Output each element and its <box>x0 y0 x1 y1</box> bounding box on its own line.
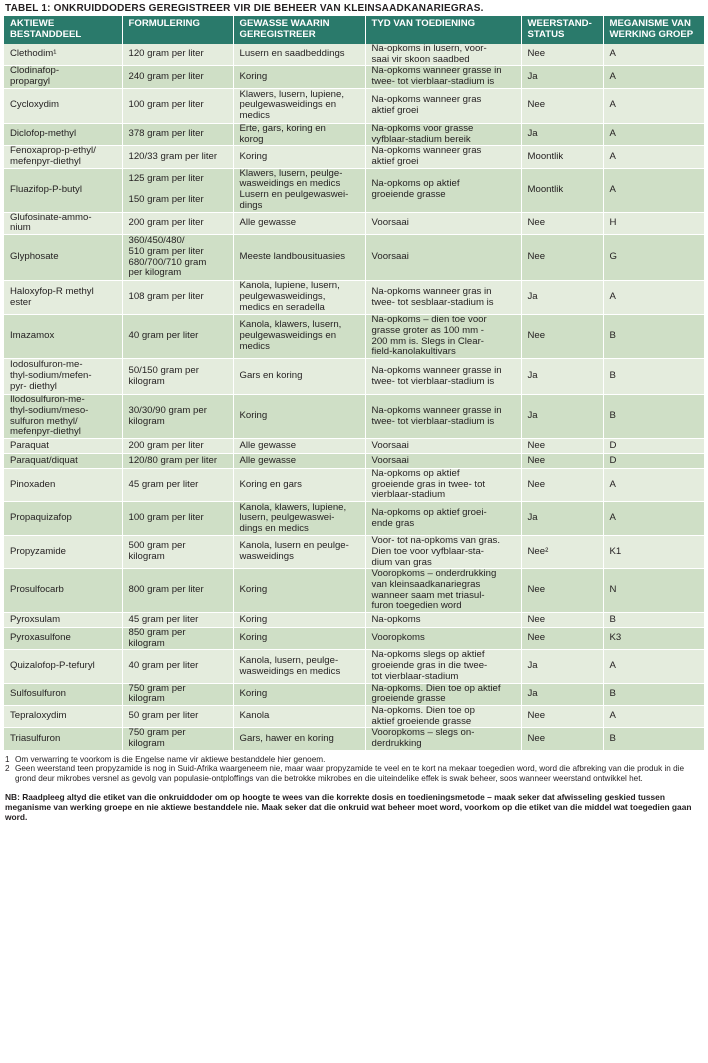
table-row <box>4 628 704 650</box>
cell-resistance-status: Nee² <box>521 536 603 569</box>
cell-application-time: Voorsaai <box>365 212 521 234</box>
cell-formulation: 30/30/90 gram per kilogram <box>122 395 233 439</box>
cell-application-time: Na-opkoms in lusern, voor- saai vir skoon saadbed <box>365 44 521 66</box>
cell-mode-of-action: A <box>603 146 704 168</box>
cell-crops: Klawers, lusern, peulge- wasweidings en medics Lusern en peulgewaswei- dings <box>233 168 365 212</box>
cell-resistance-status: Nee <box>521 315 603 359</box>
cell-crops: Kanola, klawers, lupiene, lusern, peulgewaswei- dings en medics <box>233 502 365 536</box>
cell-formulation: 45 gram per liter <box>122 469 233 502</box>
cell-resistance-status: Ja <box>521 502 603 536</box>
footnote-1: 1 Om verwarring te voorkom is die Engelse name vir aktiewe bestanddele hier genoem. <box>5 754 326 764</box>
cell-application-time: Na-opkoms wanneer grasse in twee- tot vierblaar-stadium is <box>365 395 521 439</box>
cell-application-time: Na-opkoms wanneer gras aktief groei <box>365 146 521 168</box>
cell-active-ingredient: Propyzamide <box>4 536 122 569</box>
cell-resistance-status: Nee <box>521 705 603 727</box>
cell-mode-of-action: A <box>603 44 704 66</box>
cell-formulation: 750 gram per kilogram <box>122 728 233 750</box>
cell-resistance-status: Nee <box>521 628 603 650</box>
cell-active-ingredient: Paraquat/diquat <box>4 454 122 469</box>
cell-crops: Koring <box>233 628 365 650</box>
cell-formulation: 240 gram per liter <box>122 66 233 88</box>
cell-resistance-status: Ja <box>521 359 603 395</box>
herbicide-table <box>4 16 704 751</box>
cell-resistance-status: Ja <box>521 66 603 88</box>
cell-crops: Koring <box>233 683 365 705</box>
cell-application-time: Voorsaai <box>365 454 521 469</box>
cell-formulation: 120/33 gram per liter <box>122 146 233 168</box>
cell-mode-of-action: A <box>603 123 704 145</box>
cell-formulation: 108 gram per liter <box>122 281 233 315</box>
cell-resistance-status: Nee <box>521 728 603 750</box>
cell-active-ingredient: Haloxyfop-R methyl ester <box>4 281 122 315</box>
cell-formulation: 120 gram per liter <box>122 44 233 66</box>
cell-resistance-status: Nee <box>521 439 603 454</box>
cell-active-ingredient: Cycloxydim <box>4 88 122 123</box>
table-row <box>4 536 704 569</box>
cell-resistance-status: Nee <box>521 88 603 123</box>
cell-formulation: 50/150 gram per kilogram <box>122 359 233 395</box>
cell-crops: Kanola <box>233 705 365 727</box>
col-header-active-ingredient: AKTIEWE BESTANDDEEL <box>4 16 122 44</box>
cell-crops: Kanola, lusern en peulge- wasweidings <box>233 536 365 569</box>
cell-resistance-status: Nee <box>521 235 603 281</box>
table-row <box>4 439 704 454</box>
cell-application-time: Na-opkoms. Dien toe op aktief groeiende grasse <box>365 683 521 705</box>
cell-application-time: Na-opkoms voor grasse vyfblaar-stadium bereik <box>365 123 521 145</box>
cell-mode-of-action: D <box>603 439 704 454</box>
cell-mode-of-action: A <box>603 88 704 123</box>
cell-mode-of-action: A <box>603 502 704 536</box>
col-header-application-time: TYD VAN TOEDIENING <box>365 16 521 44</box>
cell-application-time: Voorsaai <box>365 235 521 281</box>
cell-active-ingredient: Triasulfuron <box>4 728 122 750</box>
cell-crops: Kanola, lupiene, lusern, peulgewasweidings, medics en seradella <box>233 281 365 315</box>
cell-formulation: 125 gram per liter 150 gram per liter <box>122 168 233 212</box>
cell-crops: Koring <box>233 146 365 168</box>
cell-formulation: 800 gram per liter <box>122 569 233 613</box>
cell-application-time: Na-opkoms op aktief groeiende gras in twee- tot vierblaar-stadium <box>365 469 521 502</box>
cell-mode-of-action: A <box>603 281 704 315</box>
cell-mode-of-action: B <box>603 359 704 395</box>
cell-active-ingredient: Pyroxasulfone <box>4 628 122 650</box>
cell-resistance-status: Nee <box>521 212 603 234</box>
cell-crops: Koring <box>233 66 365 88</box>
cell-crops: Gars, hawer en koring <box>233 728 365 750</box>
cell-formulation: 50 gram per liter <box>122 705 233 727</box>
cell-formulation: 40 gram per liter <box>122 650 233 683</box>
cell-active-ingredient: Clodinafop- propargyl <box>4 66 122 88</box>
cell-application-time: Voor- tot na-opkoms van gras. Dien toe voor vyfblaar-sta- dium van gras <box>365 536 521 569</box>
cell-mode-of-action: B <box>603 395 704 439</box>
cell-mode-of-action: N <box>603 569 704 613</box>
cell-crops: Koring <box>233 569 365 613</box>
table-row <box>4 212 704 234</box>
cell-active-ingredient: Paraquat <box>4 439 122 454</box>
table-row <box>4 728 704 750</box>
cell-application-time: Na-opkoms <box>365 613 521 628</box>
cell-formulation: 120/80 gram per liter <box>122 454 233 469</box>
cell-resistance-status: Nee <box>521 469 603 502</box>
cell-mode-of-action: B <box>603 613 704 628</box>
cell-resistance-status: Nee <box>521 454 603 469</box>
col-header-crops: GEWASSE WAARIN GEREGISTREER <box>233 16 365 44</box>
table-row <box>4 281 704 315</box>
table-row <box>4 454 704 469</box>
cell-crops: Erte, gars, koring en korog <box>233 123 365 145</box>
cell-mode-of-action: B <box>603 683 704 705</box>
table-row <box>4 683 704 705</box>
cell-mode-of-action: A <box>603 66 704 88</box>
cell-crops: Alle gewasse <box>233 212 365 234</box>
col-header-mode-of-action: MEGANISME VAN WERKING GROEP <box>603 16 704 44</box>
table-row <box>4 168 704 212</box>
cell-resistance-status: Moontlik <box>521 168 603 212</box>
cell-resistance-status: Nee <box>521 44 603 66</box>
cell-resistance-status: Ja <box>521 395 603 439</box>
cell-formulation: 360/450/480/ 510 gram per liter 680/700/710 gram per kilogram <box>122 235 233 281</box>
cell-active-ingredient: Fluazifop-P-butyl <box>4 168 122 212</box>
nb-note: NB: Raadpleeg altyd die etiket van die onkruiddoder om op hoogte te wees van die korrekte dosis en toedieningsmetode – maak seker dat afwisseling geskied tussen meganisme van werking groepe en nie aktiewe bestanddele nie. Maak seker dat die onkruid wat beheer moet word, voorkom op die etiket van die middel wat toegedien gaan word. <box>5 791 692 822</box>
cell-active-ingredient: Glufosinate-ammo- nium <box>4 212 122 234</box>
table-row <box>4 88 704 123</box>
cell-mode-of-action: A <box>603 469 704 502</box>
cell-formulation: 750 gram per kilogram <box>122 683 233 705</box>
cell-mode-of-action: K1 <box>603 536 704 569</box>
footnote-2: 2 Geen weerstand teen propyzamide is nog in Suid-Afrika waargeneem nie, maar waar propyzamide te veel en te kort na mekaar toegedien word, word die afbreking van die produk in die grond deur mikrobes versnel as gevolg van populasie-ontploffings van die betrokke mikrobes en die uiteindelike effek is swak beheer, soos wanneer weerstand ontwikkel het. <box>5 764 685 783</box>
cell-application-time: Voorsaai <box>365 439 521 454</box>
cell-application-time: Vooropkoms – slegs on- derdrukking <box>365 728 521 750</box>
cell-crops: Koring <box>233 613 365 628</box>
cell-active-ingredient: Diclofop-methyl <box>4 123 122 145</box>
table-row <box>4 469 704 502</box>
cell-application-time: Na-opkoms wanneer grasse in twee- tot vierblaar-stadium is <box>365 66 521 88</box>
table-row <box>4 146 704 168</box>
cell-crops: Alle gewasse <box>233 454 365 469</box>
cell-formulation: 378 gram per liter <box>122 123 233 145</box>
cell-resistance-status: Ja <box>521 650 603 683</box>
cell-application-time: Na-opkoms op aktief groeiende grasse <box>365 168 521 212</box>
cell-resistance-status: Ja <box>521 281 603 315</box>
cell-mode-of-action: D <box>603 454 704 469</box>
cell-formulation: 45 gram per liter <box>122 613 233 628</box>
cell-active-ingredient: Quizalofop-P-tefuryl <box>4 650 122 683</box>
table-row <box>4 650 704 683</box>
cell-mode-of-action: A <box>603 705 704 727</box>
cell-mode-of-action: B <box>603 315 704 359</box>
cell-active-ingredient: Fenoxaprop-p-ethyl/ mefenpyr-diethyl <box>4 146 122 168</box>
table-title: TABEL 1: ONKRUIDDODERS GEREGISTREER VIR DIE BEHEER VAN KLEINSAADKANARIEGRAS. <box>5 3 484 14</box>
cell-crops: Kanola, klawers, lusern, peulgewasweidings en medics <box>233 315 365 359</box>
cell-active-ingredient: Glyphosate <box>4 235 122 281</box>
footnotes <box>4 755 704 784</box>
table-row <box>4 44 704 66</box>
table-row <box>4 569 704 613</box>
cell-formulation: 100 gram per liter <box>122 502 233 536</box>
table-row <box>4 705 704 727</box>
table-row <box>4 66 704 88</box>
cell-active-ingredient: Propaquizafop <box>4 502 122 536</box>
cell-application-time: Na-opkoms wanneer gras aktief groei <box>365 88 521 123</box>
cell-application-time: Na-opkoms. Dien toe op aktief groeiende grasse <box>365 705 521 727</box>
col-header-resistance-status: WEERSTAND- STATUS <box>521 16 603 44</box>
cell-formulation: 850 gram per kilogram <box>122 628 233 650</box>
cell-crops: Koring en gars <box>233 469 365 502</box>
cell-application-time: Na-opkoms wanneer gras in twee- tot sesblaar-stadium is <box>365 281 521 315</box>
cell-active-ingredient: Pyroxsulam <box>4 613 122 628</box>
cell-active-ingredient: Ilodosulfuron-me- thyl-sodium/meso- sulfuron methyl/ mefenpyr-diethyl <box>4 395 122 439</box>
cell-active-ingredient: Iodosulfuron-me- thyl-sodium/mefen- pyr- diethyl <box>4 359 122 395</box>
cell-crops: Alle gewasse <box>233 439 365 454</box>
cell-active-ingredient: Clethodim¹ <box>4 44 122 66</box>
cell-application-time: Na-opkoms – dien toe voor grasse groter as 100 mm - 200 mm is. Slegs in Clear- field-kanolakultivars <box>365 315 521 359</box>
table-row <box>4 235 704 281</box>
cell-mode-of-action: A <box>603 168 704 212</box>
cell-active-ingredient: Pinoxaden <box>4 469 122 502</box>
cell-resistance-status: Moontlik <box>521 146 603 168</box>
cell-active-ingredient: Prosulfocarb <box>4 569 122 613</box>
table-row <box>4 395 704 439</box>
cell-active-ingredient: Sulfosulfuron <box>4 683 122 705</box>
cell-mode-of-action: A <box>603 650 704 683</box>
table-row <box>4 502 704 536</box>
cell-active-ingredient: Imazamox <box>4 315 122 359</box>
cell-crops: Kanola, lusern, peulge- wasweidings en medics <box>233 650 365 683</box>
cell-crops: Lusern en saadbeddings <box>233 44 365 66</box>
cell-resistance-status: Nee <box>521 569 603 613</box>
cell-application-time: Na-opkoms wanneer grasse in twee- tot vierblaar-stadium is <box>365 359 521 395</box>
table-row <box>4 123 704 145</box>
cell-application-time: Vooropkoms – onderdrukking van kleinsaadkanariegras wanneer saam met triasul- furon toegedien word <box>365 569 521 613</box>
cell-formulation: 200 gram per liter <box>122 212 233 234</box>
col-header-formulation: FORMULERING <box>122 16 233 44</box>
cell-formulation: 200 gram per liter <box>122 439 233 454</box>
cell-mode-of-action: K3 <box>603 628 704 650</box>
cell-mode-of-action: H <box>603 212 704 234</box>
cell-crops: Koring <box>233 395 365 439</box>
cell-application-time: Na-opkoms op aktief groei- ende gras <box>365 502 521 536</box>
cell-resistance-status: Ja <box>521 683 603 705</box>
cell-crops: Meeste landbousituasies <box>233 235 365 281</box>
cell-crops: Gars en koring <box>233 359 365 395</box>
table-row <box>4 359 704 395</box>
table-header-row <box>4 16 704 44</box>
cell-application-time: Vooropkoms <box>365 628 521 650</box>
cell-formulation: 100 gram per liter <box>122 88 233 123</box>
cell-mode-of-action: G <box>603 235 704 281</box>
cell-crops: Klawers, lusern, lupiene, peulgewasweidings en medics <box>233 88 365 123</box>
table-row <box>4 613 704 628</box>
table-row <box>4 315 704 359</box>
cell-application-time: Na-opkoms slegs op aktief groeiende gras in die twee- tot vierblaar-stadium <box>365 650 521 683</box>
cell-resistance-status: Nee <box>521 613 603 628</box>
cell-active-ingredient: Tepraloxydim <box>4 705 122 727</box>
cell-formulation: 40 gram per liter <box>122 315 233 359</box>
cell-mode-of-action: B <box>603 728 704 750</box>
cell-formulation: 500 gram per kilogram <box>122 536 233 569</box>
cell-resistance-status: Ja <box>521 123 603 145</box>
